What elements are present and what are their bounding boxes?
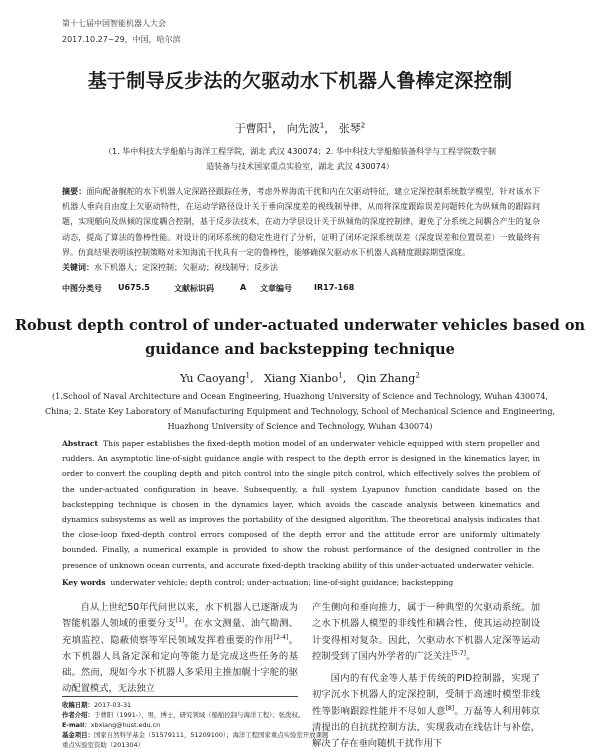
abstract-en-label: Abstract [62,439,99,448]
affiliation-en-line3: Huazhong University of Science and Technology, Wuhan 430074) [167,422,433,431]
author-en-1: Yu Caoyang [180,372,246,385]
conference-date-location: 2017.10.27~29，中国，哈尔滨 [62,35,181,44]
footnote-author: 作者介绍：于曹阳（1991-），男，博士，研究领域（船舶控制与海洋工程）；张泼权。 [62,711,305,719]
body-paragraph-1: 自从上世纪50年代问世以来，水下机器人已逐渐成为智能机器人领域的重要分支[1]。在水文测量、油气勘测、充填监控、隐蔽侦察等军民领域发挥着重要的作用[2-4]。水下机器人具备定深和定向等能力是完成这些任务的基础。然而，现如今水下机器人多采用主推加艉十字舵的驱动配置模式，无法独立 [62,602,298,695]
body-paragraph-2: 国内的有代金等人基于传统的PID控制器，实现了初字沉水下机器人的定深控制，受制于高速时模型非线性等影响跟踪性能并不尽如人意[8]。万磊等人利用韩京清提出的自抗扰控制方法，实现我动在线估计与补偿，解决了存在垂向随机干扰作用下 [312,673,540,750]
doc-code-label: 文献标识码 [174,284,214,293]
clc-label: 中图分类号 [62,284,102,293]
footnote-received: 收稿日期：2017-03-31 [62,701,132,709]
clc-value: U675.5 [118,283,150,292]
affiliation-en-line2: China; 2. State Key Laboratory of Manufacturing Equipment and Technology, School of Mechanical Science and Engineering, [44,407,556,416]
keywords-en-row [62,578,453,587]
author-cn-1: 于曹阳 [234,122,268,135]
abstract-cn [62,184,540,275]
body-paragraph-1-cont: 产生侧向和垂向推力，属于一种典型的欠驱动系统。加之水下机器人模型的非线性和耦合性，使其运动控制设计变得相对复杂。因此，欠驱动水下机器人定深等运动控制受到了国内外学者的广泛关注[5-7]。 [312,602,540,662]
footnote-rule [62,696,298,697]
affiliation-en-line1: (1.School of Naval Architecture and Ocean Engineering, Huazhong University of Science and Technology, Wuhan 430074, [52,392,548,401]
footnote-funding: 基金项目：国家自然科学基金（51579111，51209100）；海洋工程国家重点实验室开放课题 [62,731,329,739]
affiliation-cn-line2: 造装备与技术国家重点实验室，湖北 武汉 430074） [206,162,394,171]
abstract-en [62,436,540,573]
paper-title-cn: 基于制导反步法的欠驱动水下机器人鲁棒定深控制 [87,70,513,92]
affiliation-cn-line1: （1. 华中科技大学船舶与海洋工程学院，湖北 武汉 430074；2. 华中科技大学船舶装备科学与工程学院数字制 [104,147,496,156]
author-cn-3: 张琴 [338,122,361,135]
authors-cn: 于曹阳$^1$， 向先波$^1$， 张琴$^2$ [234,120,366,135]
footnote-funding-cont: 重点实验室资助（201304） [62,741,144,749]
abstract-cn-text: 面向配备艉舵的水下机器人定深路径跟踪任务，考虑外界海流干扰和内在欠驱动特征，建立定深控制系统数学模型，针对该水下机器人垂向自由度上欠驱动特性，在运动学路径设计关于垂向深度差的视线制导律，从而将深度跟踪误差问题转化为纵倾角的跟踪问题，实现艏向及纵倾的深度耦合控制，基于反步法技术，在动力学层设计关于纵倾角的深度控制律，避免了分系统之间耦合产生的复杂动态，提高了算法的鲁棒性能。对设计的闭环系统的稳定性进行了分析，证明了闭环定深系统误差（深度误差和位置误差）一致最终有界。仿真结果表明该控制策略对未知海流干扰具有一定的鲁棒性，能够确保欠驱动水下机器人高精度跟踪期望深度。 [62,187,540,257]
author-cn-2: 向先波 [286,122,320,135]
doc-code-value: A [240,283,247,292]
paper-title-en-line2: guidance and backstepping technique [145,341,455,358]
conference-name: 第十七届中国智能机器人大会 [62,19,166,28]
abstract-en-text: This paper establishes the fixed-depth motion model of an underwater vehicle equipped with stern propeller and rudders. An asymptotic line-of-sight guidance angle with respect to the depth error is designed in the kinematics layer, in order to convert the coupling depth and pitch control into the single pitch control, which effectively solves the problem of the under-actuated configuration in heave. Subsequently, a full system Lyapunov function candidate based on the backstepping technique is chosen in the dynamics layer, which avoids the cascade analysis between kinematics and dynamics subsystems as well as improves the portability of the designed algorithm. The theoretical analysis indicates that the close-loop fixed-depth control errors composed of the depth error and the attitude error are uniformly ultimately bounded. Finally, a numerical example is provided to show the robust performance of the designed controller in the presence of unknown ocean currents, and accurate fixed-depth tracking ability of this under-actuated underwater vehicle. [62,439,540,570]
body-right-column [312,600,540,753]
footnote-email: E-mail：xbxiang@hust.edu.cn [62,721,161,729]
keywords-en-label: Key words [62,578,106,587]
keywords-cn: 水下机器人；定深控制；欠驱动；视线制导；反步法 [94,263,278,273]
authors-en: Yu Caoyang$^1$, Xiang Xianbo$^1$, Qin Zhang$^2$ [180,370,420,385]
abstract-cn-label: 摘要： [62,187,87,196]
article-no-value: IR17-168 [314,283,355,292]
keywords-cn-label: 关键词： [62,263,94,273]
article-no-label: 文章编号 [260,284,292,293]
body-left-column [62,600,298,698]
keywords-en: underwater vehicle; depth control; under-actuation; line-of-sight guidance; backstepping [110,578,454,587]
paper-title-en-line1: Robust depth control of under-actuated underwater vehicles based on [14,317,586,334]
author-en-2: Xiang Xianbo [264,372,339,385]
author-en-3: Qin Zhang [356,372,416,385]
